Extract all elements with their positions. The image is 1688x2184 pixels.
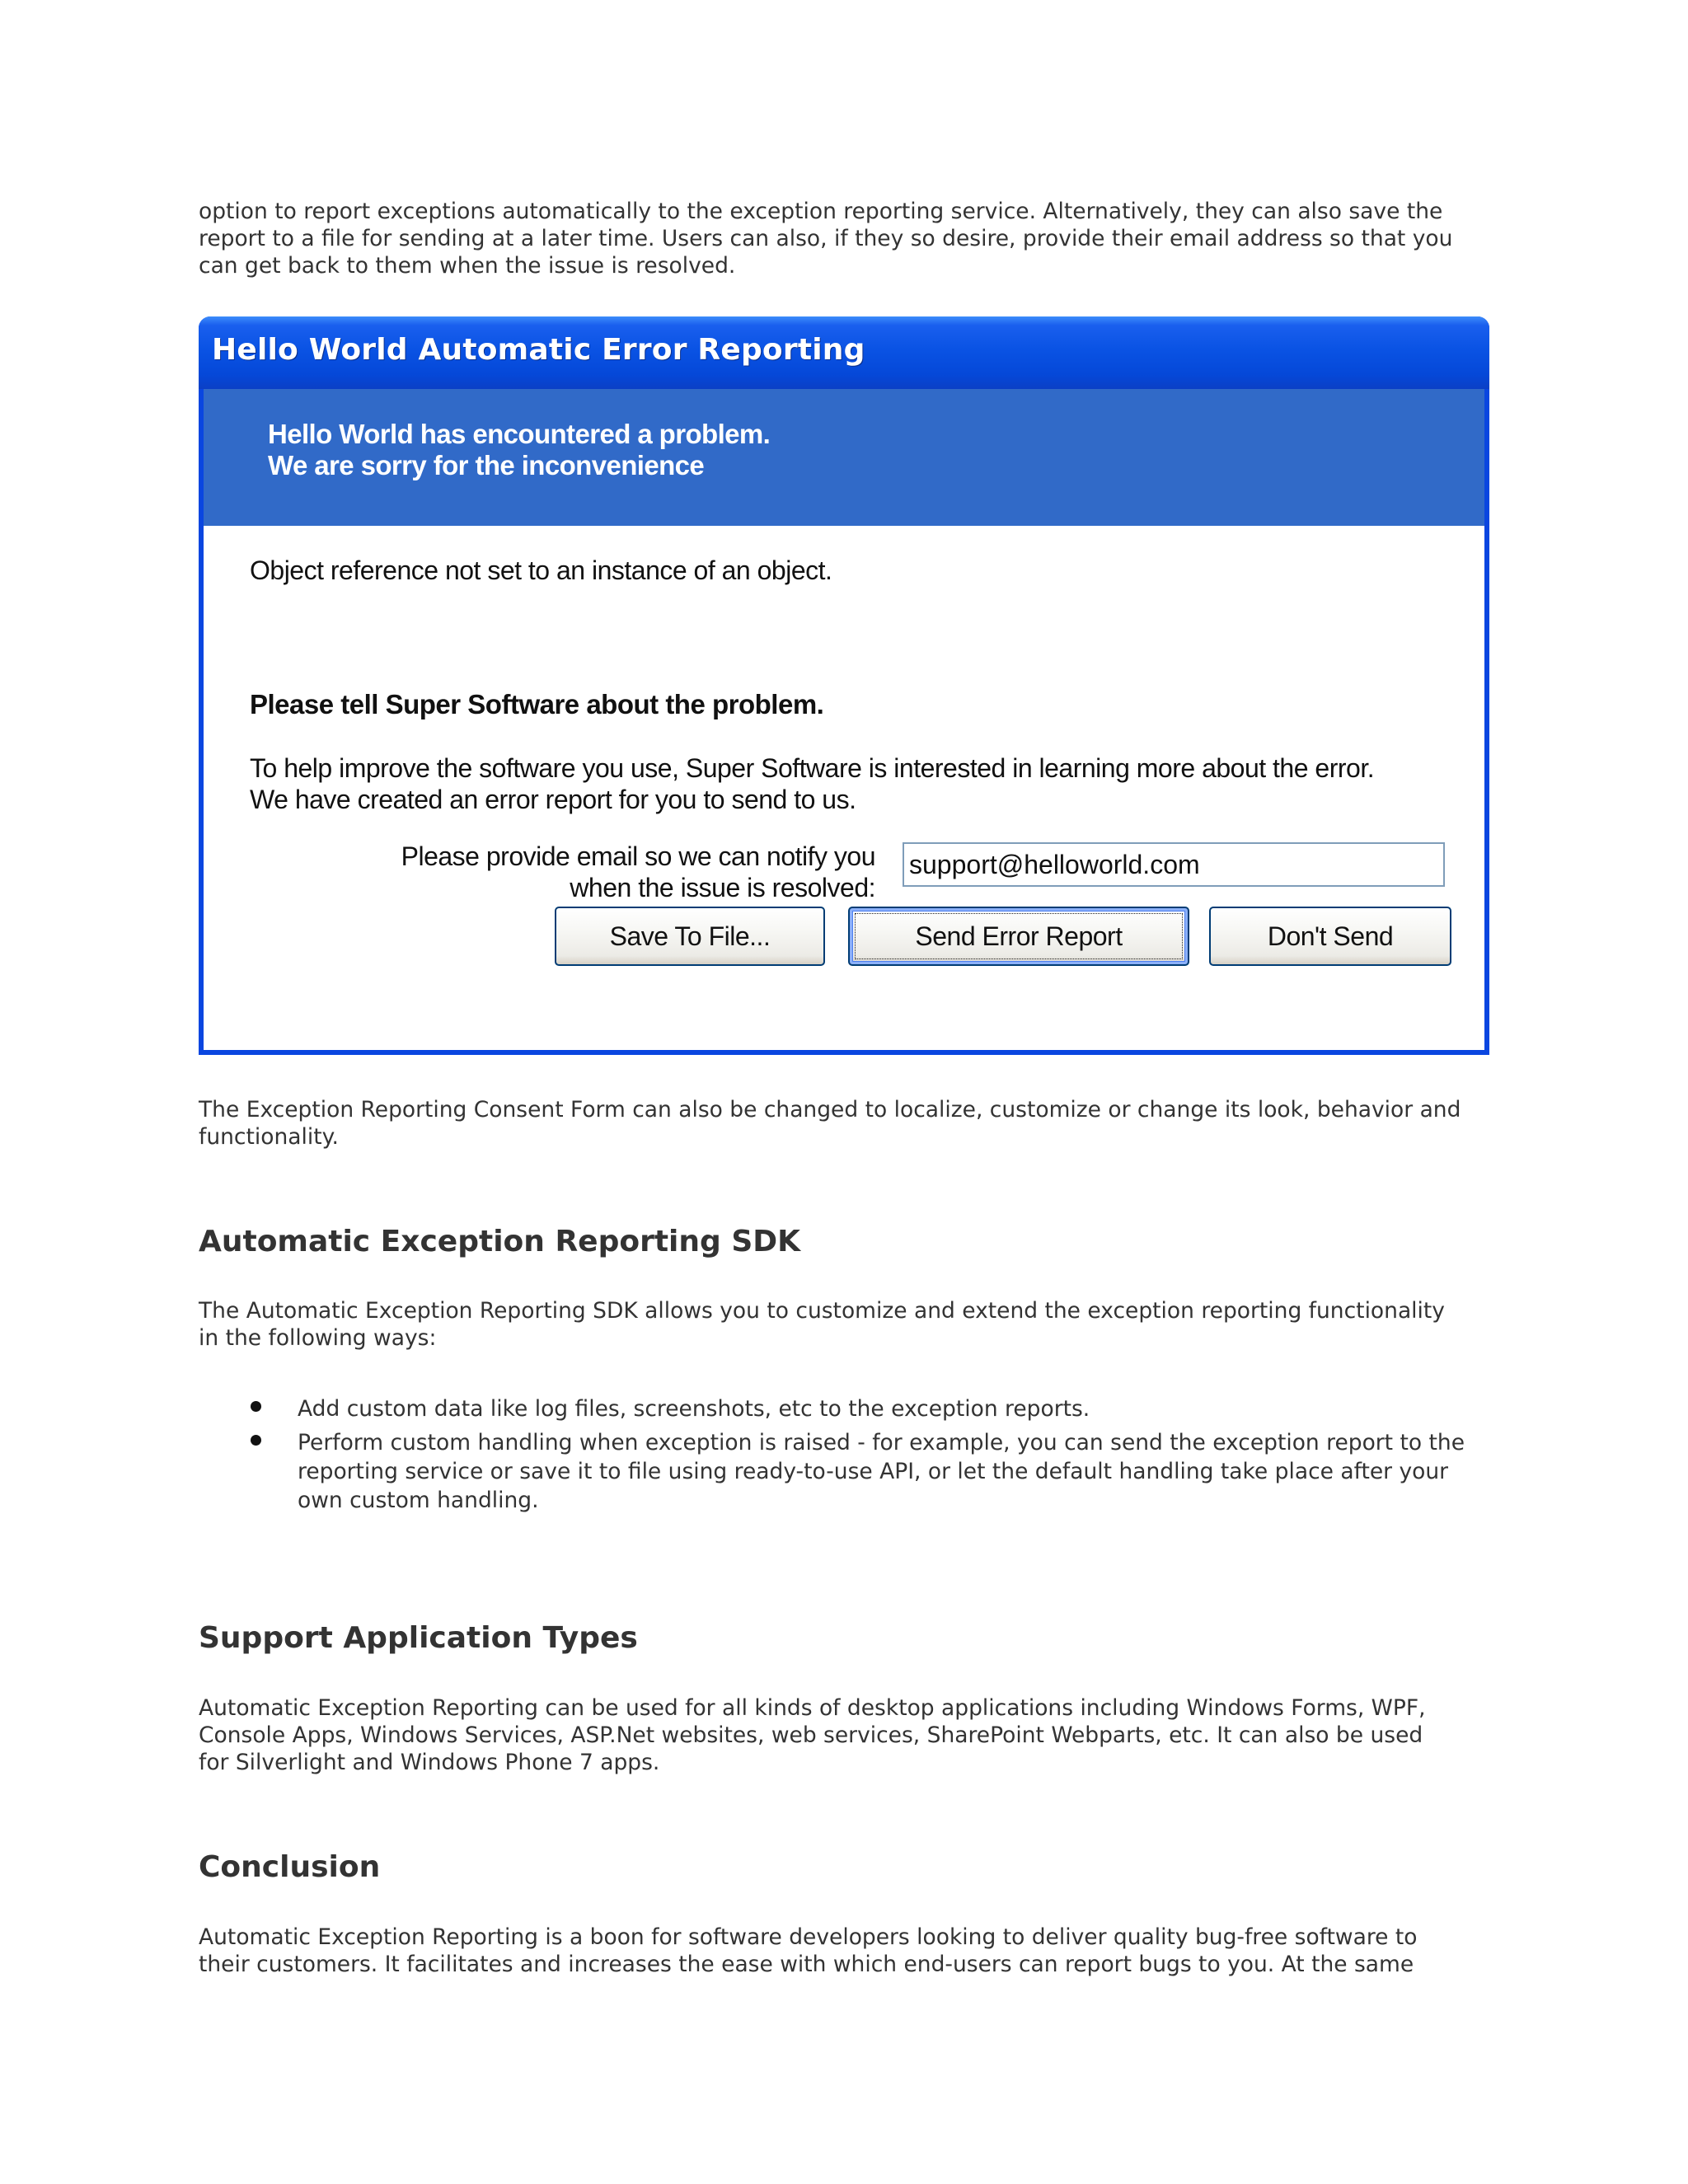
intro-line: option to report exceptions automatically to the exception reporting service. Alternatively, they can also save the xyxy=(199,199,1443,224)
dialog-title: Hello World Automatic Error Reporting xyxy=(212,333,865,367)
bullet-icon xyxy=(251,1435,261,1446)
email-label-line: Please provide email so we can notify you xyxy=(401,841,875,871)
bullet-icon xyxy=(251,1401,261,1412)
intro-line: report to a file for sending at a later time. Users can also, if they so desire, provide their email address so that you xyxy=(199,226,1453,251)
error-message: Object reference not set to an instance of an object. xyxy=(250,555,832,585)
dialog-titlebar xyxy=(199,316,1489,389)
paragraph-line: their customers. It facilitates and increases the ease with which end-users can report bugs to you. At the same xyxy=(199,1952,1414,1977)
save-to-file-label: Save To File... xyxy=(609,921,771,951)
consent-form-paragraph xyxy=(199,1096,1489,1151)
sdk-heading: Automatic Exception Reporting SDK xyxy=(199,1225,801,1258)
email-field[interactable] xyxy=(903,842,1445,887)
dont-send-label: Don't Send xyxy=(1267,921,1394,951)
banner-problem-text: Hello World has encountered a problem. xyxy=(268,419,771,449)
help-text-line: We have created an error report for you to send to us. xyxy=(250,785,856,814)
sdk-intro-paragraph xyxy=(199,1297,1489,1352)
intro-line: can get back to them when the issue is resolved. xyxy=(199,253,736,279)
bullet-text-line: Add custom data like log files, screenshots, etc to the exception reports. xyxy=(298,1396,1090,1422)
banner-apology-text: We are sorry for the inconvenience xyxy=(268,450,705,480)
tell-heading: Please tell Super Software about the problem. xyxy=(250,689,824,719)
paragraph-line: Automatic Exception Reporting can be used for all kinds of desktop applications including Windows Forms, WPF, xyxy=(199,1695,1426,1721)
error-reporting-dialog xyxy=(199,316,1489,1055)
email-label xyxy=(401,841,875,903)
list-item xyxy=(199,1428,1489,1515)
bullet-text-line: own custom handling. xyxy=(298,1488,539,1513)
support-heading: Support Application Types xyxy=(199,1621,638,1655)
paragraph-line: functionality. xyxy=(199,1124,339,1150)
bullet-text-line: reporting service or save it to file using ready-to-use API, or let the default handling take place after your xyxy=(298,1459,1449,1484)
conclusion-paragraph xyxy=(199,1924,1489,1978)
paragraph-line: Automatic Exception Reporting is a boon for software developers looking to deliver quality bug-free software to xyxy=(199,1924,1418,1950)
dialog-client-area xyxy=(204,389,1484,1050)
send-error-report-label: Send Error Report xyxy=(915,921,1123,951)
paragraph-line: The Exception Reporting Consent Form can also be changed to localize, customize or change its look, behavior and xyxy=(199,1097,1461,1122)
sdk-bullet-list xyxy=(199,1394,1489,1515)
help-text-line: To help improve the software you use, Super Software is interested in learning more about the error. xyxy=(250,753,1375,783)
dont-send-button[interactable] xyxy=(1209,907,1451,966)
support-paragraph xyxy=(199,1694,1489,1776)
save-to-file-button[interactable] xyxy=(555,907,825,966)
email-section xyxy=(204,496,1484,991)
bullet-text-line: Perform custom handling when exception is raised - for example, you can send the exception report to the xyxy=(298,1430,1465,1455)
conclusion-heading: Conclusion xyxy=(199,1850,381,1884)
paragraph-line: for Silverlight and Windows Phone 7 apps. xyxy=(199,1750,660,1775)
list-item xyxy=(199,1394,1489,1423)
paragraph-line: in the following ways: xyxy=(199,1325,437,1351)
email-label-line: when the issue is resolved: xyxy=(570,873,875,902)
paragraph-line: The Automatic Exception Reporting SDK allows you to customize and extend the exception reporting functionality xyxy=(199,1298,1445,1324)
intro-paragraph xyxy=(199,198,1489,279)
focus-rect xyxy=(855,913,1183,959)
send-error-report-button[interactable] xyxy=(848,907,1189,966)
paragraph-line: Console Apps, Windows Services, ASP.Net websites, web services, SharePoint Webparts, etc. It can also be used xyxy=(199,1722,1423,1748)
